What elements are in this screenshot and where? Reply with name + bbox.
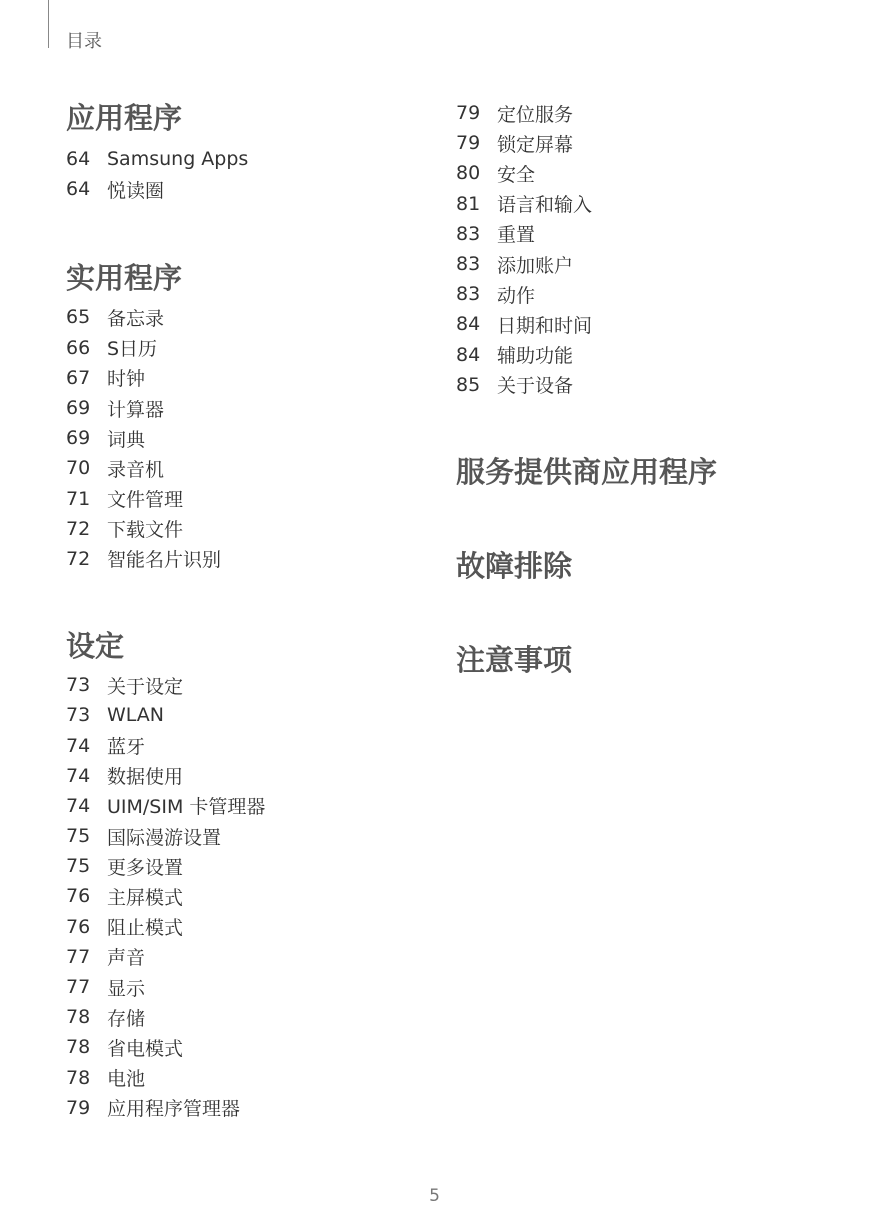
toc-section: [66, 256, 426, 574]
toc-entry[interactable]: [66, 1002, 426, 1032]
toc-entry-label: 重置: [497, 224, 536, 247]
toc-entry-label: 日期和时间: [497, 314, 593, 337]
toc-entry[interactable]: [456, 309, 836, 339]
toc-entry[interactable]: [456, 279, 836, 309]
toc-section: [66, 96, 426, 204]
toc-entry-label: 安全: [497, 163, 536, 186]
toc-entry[interactable]: [456, 340, 836, 370]
toc-entry-label: 文件管理: [107, 489, 184, 512]
toc-entry-label: 省电模式: [107, 1037, 184, 1060]
toc-entry[interactable]: [66, 821, 426, 851]
toc-entry[interactable]: [456, 158, 836, 188]
toc-entry-label: 关于设备: [497, 375, 574, 398]
toc-entry[interactable]: [456, 98, 836, 128]
toc-entry[interactable]: [456, 219, 836, 249]
toc-entry[interactable]: [66, 700, 426, 730]
toc-entry[interactable]: [456, 249, 836, 279]
toc-entry-label: 计算器: [107, 398, 165, 421]
toc-entry[interactable]: [66, 484, 426, 514]
toc-entry-label: 悦读圈: [107, 179, 165, 202]
toc-entry[interactable]: [66, 544, 426, 574]
toc-entry[interactable]: [66, 912, 426, 942]
toc-entry[interactable]: [66, 453, 426, 483]
toc-entry[interactable]: [66, 1032, 426, 1062]
toc-section: [66, 624, 426, 1123]
toc-entry-page: 69: [66, 397, 91, 420]
toc-entry-label: 国际漫游设置: [107, 826, 222, 849]
toc-entry-label: Samsung Apps: [107, 148, 249, 171]
toc-entry-page: 85: [456, 373, 481, 396]
section-title[interactable]: 服务提供商应用程序: [456, 454, 718, 489]
toc-entry-label: 下载文件: [107, 519, 184, 542]
toc-entry-page: 64: [66, 148, 91, 171]
toc-entry-page: 77: [66, 945, 91, 968]
toc-entry-page: 72: [66, 517, 91, 540]
toc-entry[interactable]: [66, 363, 426, 393]
toc-entry-page: 83: [456, 222, 481, 245]
toc-entry-page: 83: [456, 283, 481, 306]
toc-entry[interactable]: [66, 144, 426, 174]
toc-entry[interactable]: [456, 370, 836, 400]
section-title: 设定: [66, 629, 125, 664]
toc-entry[interactable]: [66, 761, 426, 791]
toc-entry-label: 时钟: [107, 368, 146, 391]
toc-entry-page: 74: [66, 794, 91, 817]
toc-entry-page: 71: [66, 487, 91, 510]
toc-entry-label: 电池: [107, 1068, 146, 1091]
toc-entry-label: 添加账户: [497, 254, 574, 277]
toc-entry-page: 70: [66, 457, 91, 480]
toc-entry[interactable]: [66, 791, 426, 821]
toc-entry-page: 79: [456, 132, 481, 155]
toc-entry-label: 关于设定: [107, 675, 184, 698]
toc-entry-label: 锁定屏幕: [497, 133, 574, 156]
header-title: 目录: [66, 31, 102, 52]
page-number: 5: [429, 1186, 440, 1206]
section-title[interactable]: 故障排除: [456, 548, 573, 583]
toc-entry[interactable]: [66, 730, 426, 760]
toc-entry-label: 显示: [107, 977, 146, 1000]
toc-entry-label: 应用程序管理器: [107, 1098, 241, 1121]
toc-right-column: [456, 98, 836, 682]
toc-entry-label: 声音: [107, 947, 146, 970]
toc-left-column: [66, 96, 426, 1123]
toc-entry[interactable]: [456, 128, 836, 158]
toc-entry-label: 存储: [107, 1007, 146, 1030]
toc-entry-page: 66: [66, 336, 91, 359]
toc-entry-label: 智能名片识别: [107, 549, 222, 572]
toc-entry-page: 74: [66, 764, 91, 787]
toc-entry-label: S日历: [107, 338, 158, 361]
toc-entry-page: 74: [66, 734, 91, 757]
toc-entry[interactable]: [66, 1093, 426, 1123]
toc-entry[interactable]: [66, 1063, 426, 1093]
toc-entry-page: 79: [66, 1096, 91, 1119]
toc-entry-label: 辅助功能: [497, 345, 574, 368]
toc-entry-page: 76: [66, 915, 91, 938]
toc-entry[interactable]: [456, 189, 836, 219]
toc-entry[interactable]: [66, 670, 426, 700]
toc-entry-label: 定位服务: [497, 103, 574, 126]
toc-entry[interactable]: [66, 174, 426, 204]
toc-entry[interactable]: [66, 423, 426, 453]
toc-entry-list: [456, 98, 836, 400]
toc-entry-page: 80: [456, 162, 481, 185]
toc-entry-page: 73: [66, 674, 91, 697]
section-title[interactable]: 注意事项: [456, 642, 573, 677]
toc-entry-page: 75: [66, 855, 91, 878]
header-divider: [48, 0, 49, 48]
toc-entry-label: 蓝牙: [107, 736, 146, 759]
toc-entry-page: 73: [66, 704, 91, 727]
toc-entry-label: 阻止模式: [107, 917, 184, 940]
toc-entry-page: 77: [66, 976, 91, 999]
toc-entry-page: 79: [456, 102, 481, 125]
toc-entry-page: 76: [66, 885, 91, 908]
toc-entry-label: 词典: [107, 428, 146, 451]
toc-entry-label: 动作: [497, 284, 536, 307]
toc-entry[interactable]: [66, 942, 426, 972]
toc-entry-page: 64: [66, 178, 91, 201]
section-title: 实用程序: [66, 261, 183, 296]
toc-entry-page: 78: [66, 1006, 91, 1029]
toc-entry-label: 录音机: [107, 458, 165, 481]
toc-entry-page: 81: [456, 192, 481, 215]
toc-entry-page: 75: [66, 825, 91, 848]
toc-entry-label: 备忘录: [107, 307, 165, 330]
toc-entry-page: 67: [66, 366, 91, 389]
toc-entry[interactable]: [66, 514, 426, 544]
section-title: 应用程序: [66, 101, 183, 135]
toc-entry-label: 主屏模式: [107, 886, 184, 909]
toc-entry[interactable]: [66, 302, 426, 332]
toc-entry-page: 72: [66, 547, 91, 570]
toc-entry-label: 数据使用: [107, 766, 184, 789]
toc-entry[interactable]: [66, 851, 426, 881]
toc-entry-label: WLAN: [107, 704, 165, 727]
toc-entry-label: 更多设置: [107, 856, 184, 879]
toc-entry[interactable]: [66, 333, 426, 363]
toc-entry[interactable]: [66, 393, 426, 423]
toc-entry[interactable]: [66, 881, 426, 911]
toc-entry-page: 69: [66, 427, 91, 450]
toc-entry-page: 83: [456, 253, 481, 276]
toc-entry-page: 65: [66, 306, 91, 329]
toc-entry-label: UIM/SIM 卡管理器: [107, 796, 266, 819]
toc-entry-label: 语言和输入: [497, 194, 593, 217]
toc-entry-page: 78: [66, 1066, 91, 1089]
toc-entry-page: 84: [456, 343, 481, 366]
toc-entry-page: 84: [456, 313, 481, 336]
toc-entry-page: 78: [66, 1036, 91, 1059]
toc-entry[interactable]: [66, 972, 426, 1002]
